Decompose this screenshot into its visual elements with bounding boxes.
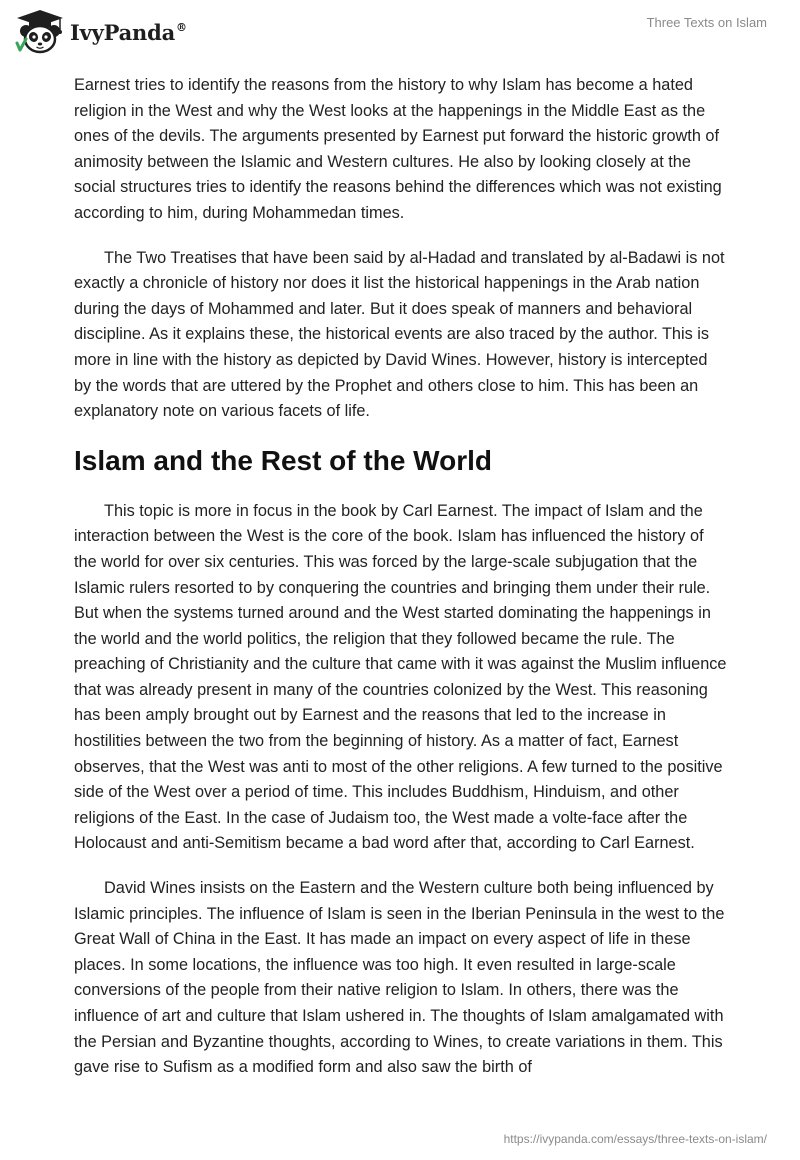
paragraph-1: Earnest tries to identify the reasons from the history to why Islam has become a hated religion in the West and why the West looks at the happenings in the Middle East as the ones of the devils. The arguments presented by Earnest put forward the historic growth of animosity between the Islamic and Western cultures. He also by looking closely at the social structures tries to identify the reasons behind the differences which was not existing according to him, during Mohammedan times.	[74, 76, 722, 222]
registered-mark: ®	[176, 20, 187, 34]
source-url[interactable]: https://ivypanda.com/essays/three-texts-on-islam/	[503, 1132, 767, 1146]
ivypanda-logo[interactable]	[14, 9, 187, 55]
document-title: Three Texts on Islam	[646, 15, 767, 30]
brand-name: IvyPanda®	[70, 19, 187, 45]
paragraph-2: The Two Treatises that have been said by al-Hadad and translated by al-Badawi is not exactly a chronicle of history nor does it list the historical happenings in the Arab nation during the days of Mohammed and later. But it does speak of manners and behavioral discipline. As it explains these, the historical events are also traced by the author. This is more in line with the history as depicted by David Wines. However, history is intercepted by the words that are uttered by the Prophet and others close to him. This has been an explanatory note on various facets of life.	[74, 248, 725, 421]
paragraph-3: This topic is more in focus in the book by Carl Earnest. The impact of Islam and the interaction between the West is the core of the book. Islam has influenced the history of the world for over six centuries. This was forced by the large-scale subjugation that the Islamic rulers resorted to by conquering the countries and bringing them under their rule. But when the systems turned around and the West started dominating the happenings in the world and the world politics, the religion that they followed became the rule. The preaching of Christianity and the culture that came with it was against the Muslim influence that was already present in many of the countries colonized by the West. This reasoning has been amply brought out by Earnest and the reasons that led to the increase in hostilities between the two from the beginning of history. As a matter of fact, Earnest observes, that the West was anti to most of the other religions. A few turned to the positive side of the West over a period of time. This includes Buddhism, Hinduism, and other religions of the East. In the case of Judaism too, the West made a volte-face after the Holocaust and anti-Semitism became a bad word after that, according to Carl Earnest.	[74, 501, 727, 853]
section-heading: Islam and the Rest of the World	[74, 444, 492, 476]
paragraph-4: David Wines insists on the Eastern and the Western culture both being influenced by Islamic principles. The influence of Islam is seen in the Iberian Peninsula in the west to the Great Wall of China in the East. It has made an impact on every aspect of life in these places. In some locations, the influence was too high. It even resulted in large-scale conversions of the people from their native religion to Islam. In others, there was the influence of art and culture that Islam ushered in. The thoughts of Islam amalgamated with the Persian and Byzantine thoughts, according to Wines, to create variations in them. This gave rise to Sufism as a modified form and also saw the birth of	[74, 879, 725, 1077]
page-header	[0, 0, 800, 60]
essay-body	[74, 73, 728, 1100]
panda-graduation-icon	[14, 9, 66, 55]
